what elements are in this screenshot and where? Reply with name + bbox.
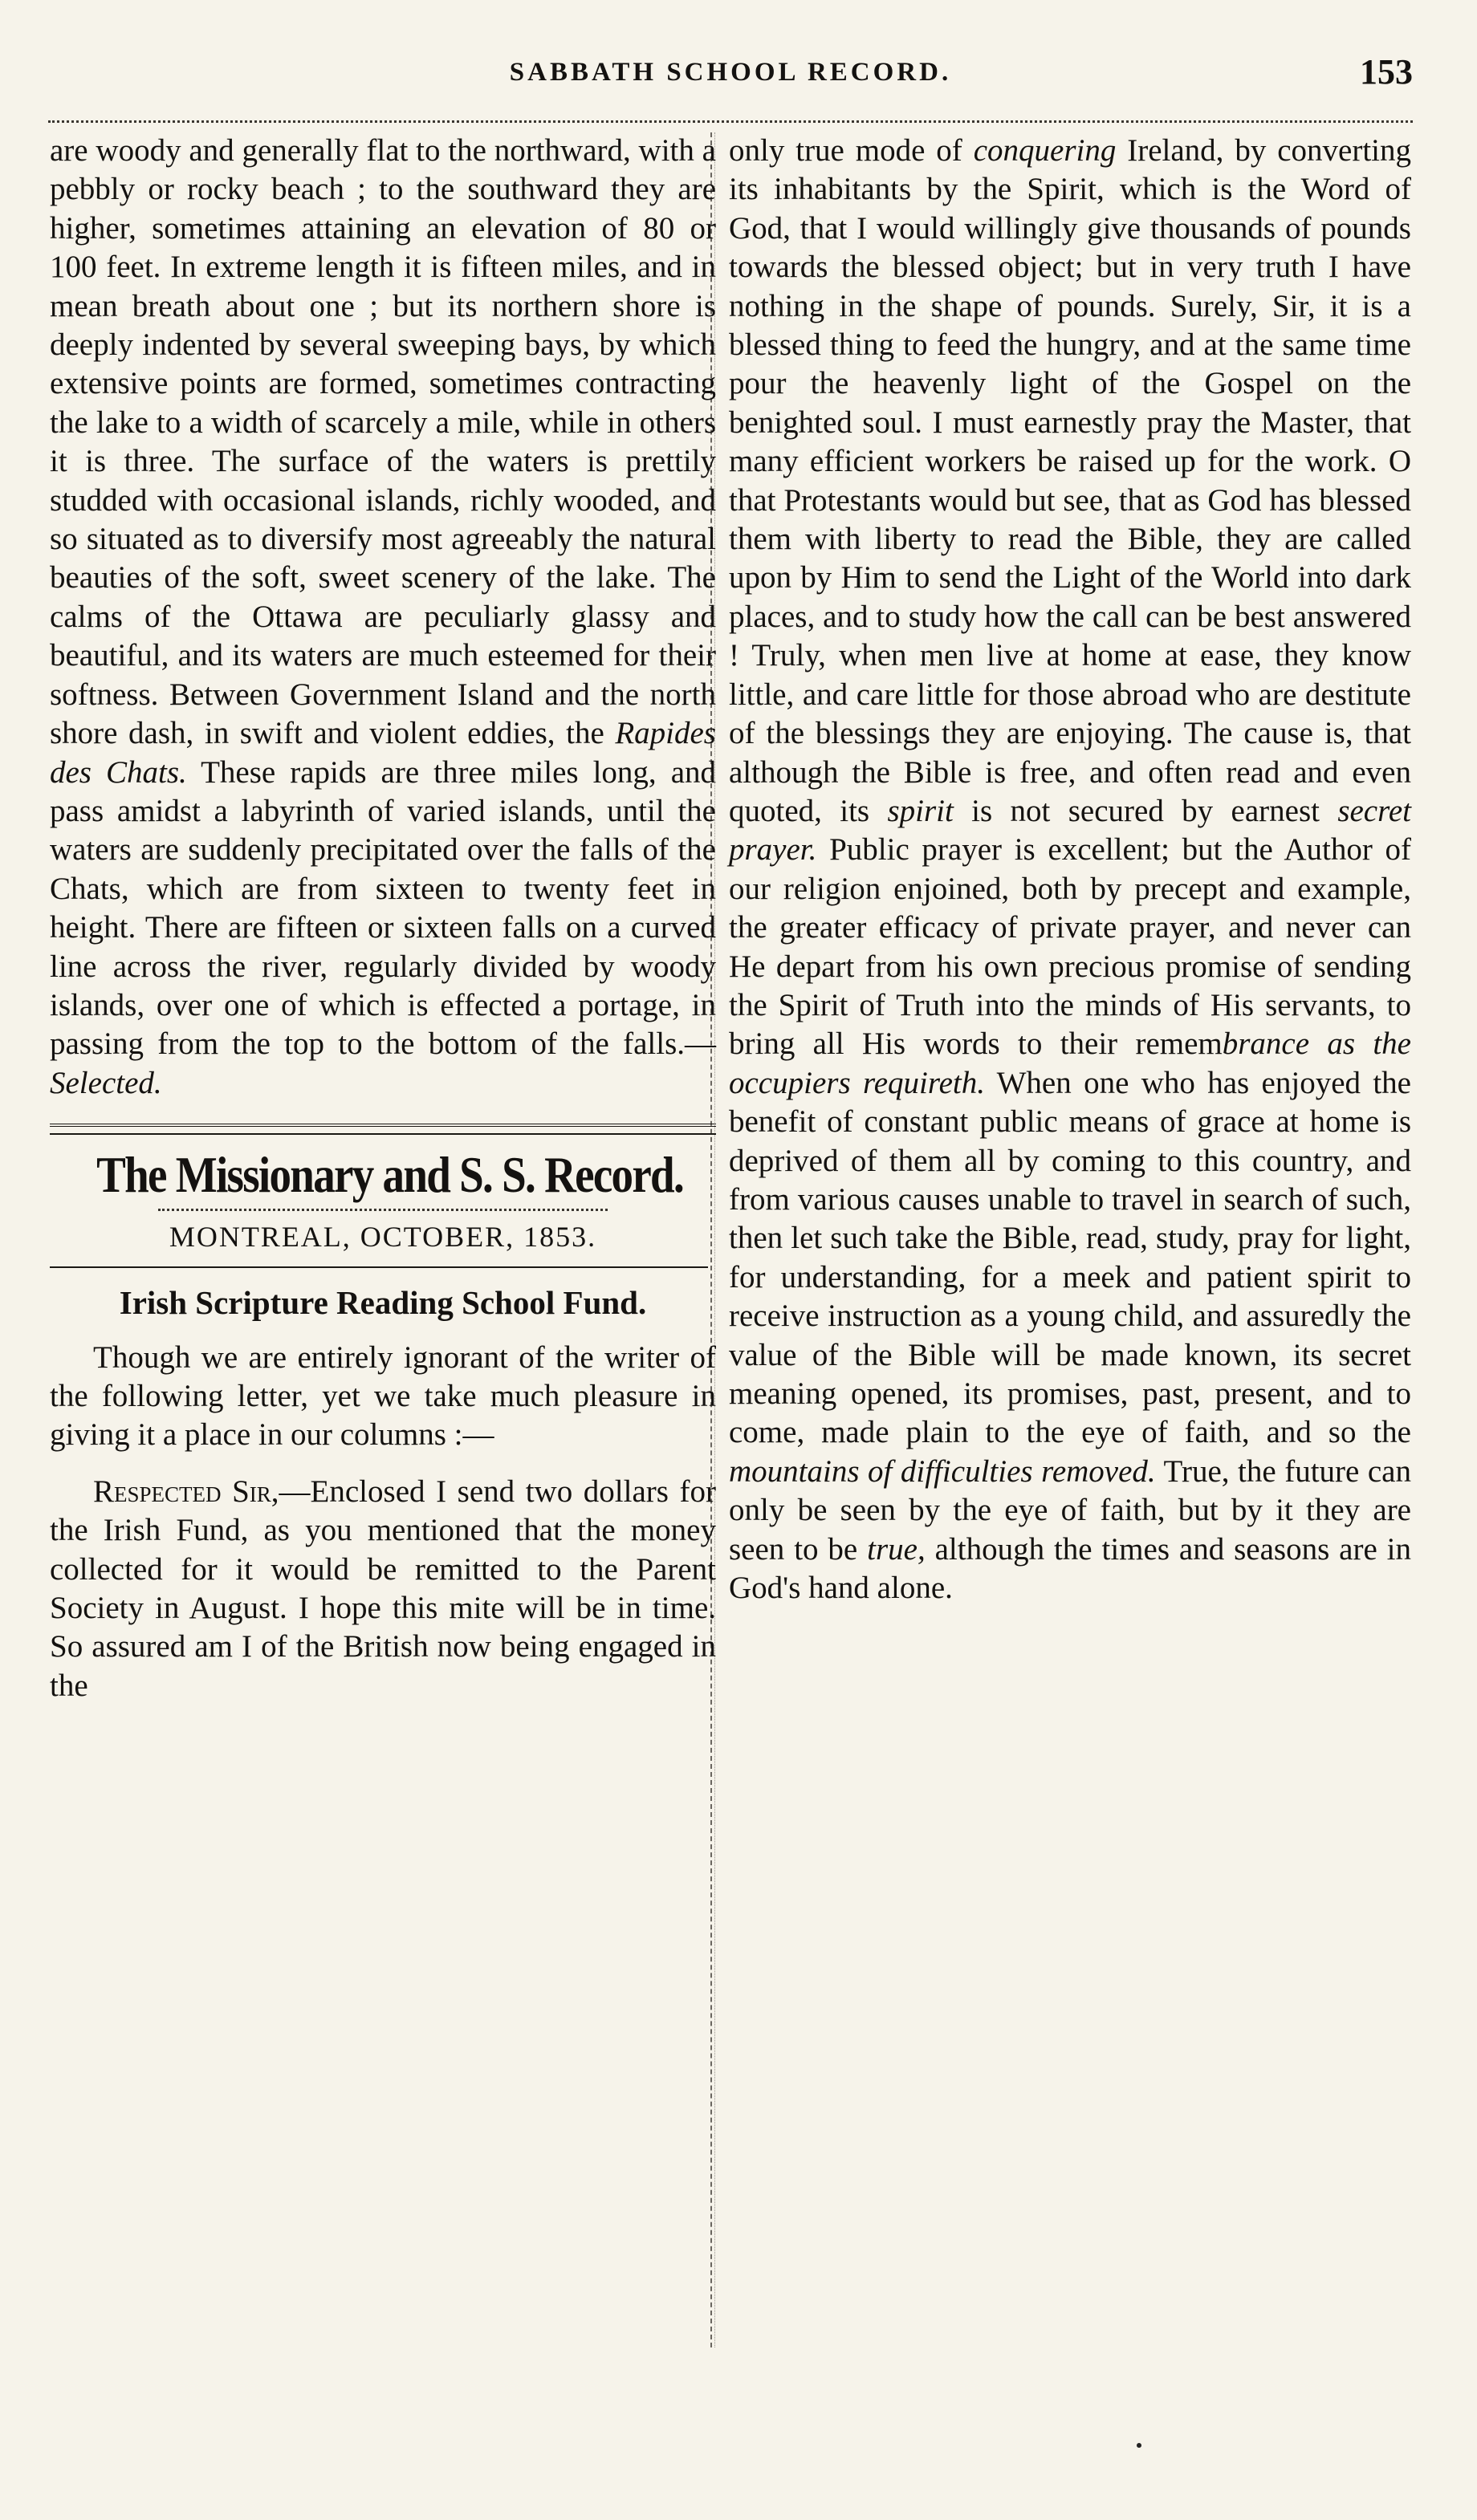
letter-opening — [50, 1473, 716, 1705]
article-continuation — [50, 132, 716, 1103]
editor-intro: Though we are entirely ignorant of the writer of the following letter, yet we take much pleasure in giving it a place in our columns :— — [50, 1339, 716, 1453]
banner-dotted-rule — [158, 1209, 608, 1211]
dateline: MONTREAL, OCTOBER, 1853. — [169, 1221, 597, 1254]
emphasis-brance: brance as the occupiers requireth. — [729, 1026, 1411, 1100]
running-head — [48, 52, 1413, 103]
right-column — [729, 132, 1411, 1608]
salutation: Respected Sir, — [93, 1473, 279, 1509]
emphasis-secret-prayer: secret prayer. — [729, 793, 1411, 868]
page-number: 153 — [1360, 52, 1413, 91]
article-text: are woody and generally flat to the northward, with a pebbly or rocky beach ; to the southward they are higher, sometimes attaining an elevation of 80 or 100 feet. In extreme length it is fifteen miles, and in mean breath about one ; but its northern shore is deeply indented by several sweeping bays, by which extensive points are formed, sometimes contracting the lake to a width of scarcely a mile, while in others it is three. The surface of the waters is prettily studded with occasional islands, richly wooded, and so situated as to diversify most agreeably the natural beauties of the soft, sweet scenery of the lake. The calms of the Ottawa are peculiarly glassy and beautiful, and its waters are much esteemed for their softness. Between Government Island and the north shore dash, in swift and violent eddies, the — [50, 133, 716, 751]
dateline-rule — [50, 1266, 708, 1268]
letter-text: —Enclosed I send two dollars for the Irish Fund, as you mentioned that the money collected for it would be remitted to the Parent Society in August. I hope this mite will be in time. So assured am I of the British now being engaged in the — [50, 1473, 716, 1703]
banner-rule — [50, 1124, 716, 1135]
letter-continuation — [729, 132, 1411, 1608]
text-run-6: True, the future can only be seen by the eye of faith, but by it they are seen to be — [729, 1453, 1411, 1567]
section-heading: Irish Scripture Reading School Fund. — [119, 1283, 647, 1321]
running-title: SABBATH SCHOOL RECORD. — [509, 58, 952, 87]
left-column — [50, 132, 716, 1705]
ink-speck — [1137, 2443, 1141, 2448]
rapids-name: Rapides des Chats. — [50, 716, 716, 790]
text-run-1: only true mode of — [729, 133, 974, 168]
header-rule — [48, 120, 1413, 123]
source-credit: Selected. — [50, 1065, 162, 1100]
text-run-4: Public prayer is excellent; but the Author of our religion enjoined, both by precept and example, the greater efficacy of private prayer, and never can He depart from his own precious promise of sending the Spirit of Truth into the minds of His servants, to bring all His words to their remem — [729, 832, 1411, 1062]
emphasis-spirit: spirit — [887, 793, 954, 828]
article-text-2: These rapids are three miles long, and pass amidst a labyrinth of varied islands, until the waters are suddenly precipitated over the falls of the Chats, which are from sixteen to twenty feet in height. There are fifteen or sixteen falls on a curved line across the river, regularly divided by woody islands, over one of which is effected a portage, in passing from the top to the bottom of the falls.— — [50, 754, 717, 1062]
text-run-7: although the times and seasons are in God's hand alone. — [729, 1531, 1411, 1606]
text-run-5: When one who has enjoyed the benefit of constant public means of grace at home is deprived of them all by coming to this country, and from various causes unable to travel in search of such, then let such take the Bible, read, study, pray for light, for understanding, for a meek and patient spirit to receive instruction as a young child, and assuredly the value of the Bible will be made known, its secret meaning opened, its promises, past, present, and to come, made plain to the eye of faith, and so the — [729, 1065, 1411, 1450]
text-run-2: Ireland, by converting its inhabitants by the Spirit, which is the Word of God, that I would willingly give thousands of pounds towards the blessed object; but in very truth I have nothing in the shape of pounds. Surely, Sir, it is a blessed thing to feed the hungry, and at the same time pour the heavenly light of the Gospel on the benighted soul. I must earnestly pray the Master, that many efficient workers be raised up for the work. O that Protestants would but see, that as God has blessed them with liberty to read the Bible, they are called upon by Him to send the Light of the World into dark places, and to study how the call can be best answered ! Truly, when men live at home at ease, they know little, and care little for those abroad who are destitute of the blessings they are enjoying. The cause is, that although the Bible is free, and often read and even quoted, its — [729, 133, 1411, 828]
masthead-banner: The Missionary and S. S. Record. — [96, 1146, 683, 1204]
emphasis-conquering: conquering — [973, 133, 1117, 168]
emphasis-mountains: mountains of difficulties removed. — [729, 1453, 1156, 1489]
text-run-3: is not secured by earnest — [953, 793, 1338, 828]
emphasis-true: true, — [867, 1531, 926, 1567]
